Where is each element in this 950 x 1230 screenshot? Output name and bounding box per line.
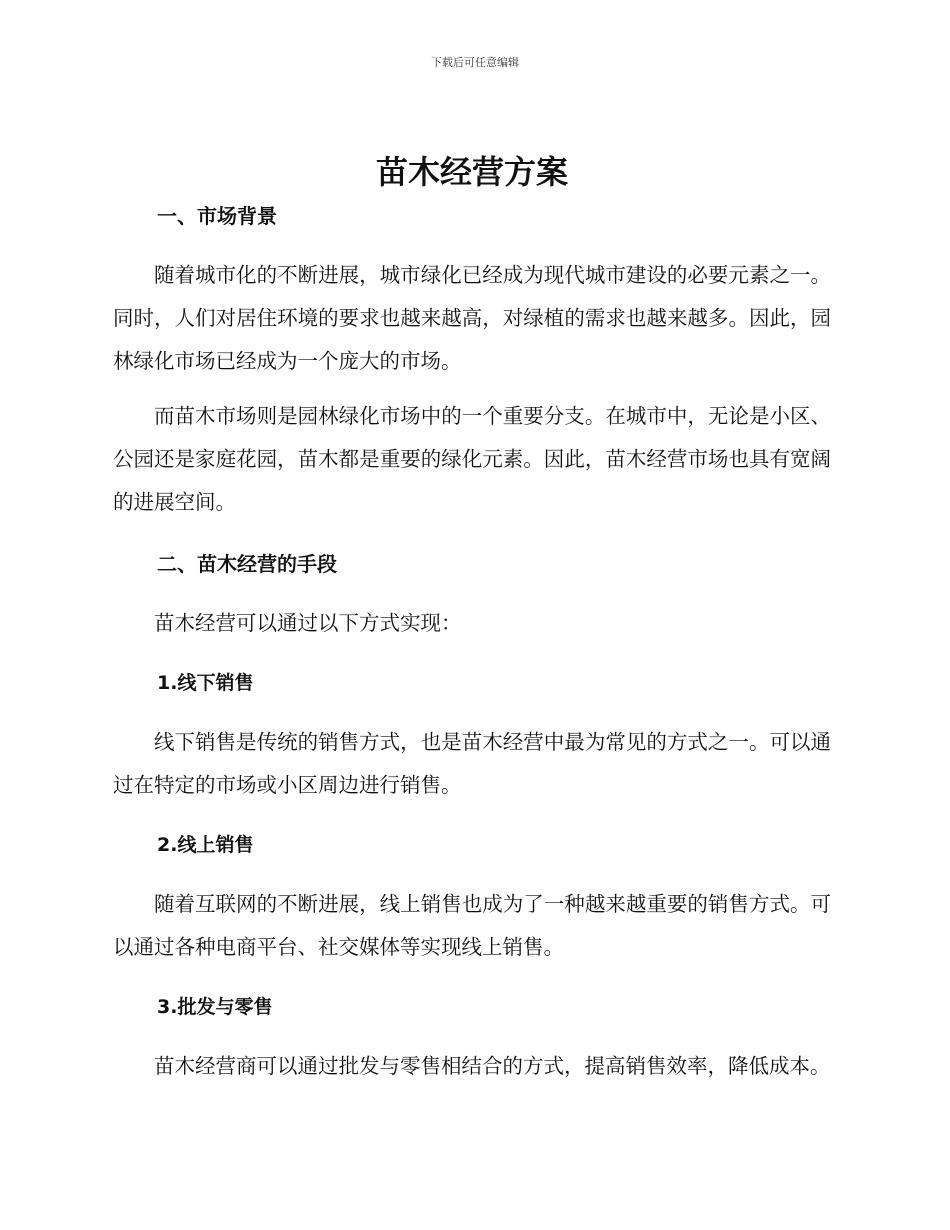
section-heading-market-background: 一、市场背景 xyxy=(157,204,277,228)
header-note: 下载后可任意编辑 xyxy=(431,56,519,69)
section-heading-business-methods: 二、苗木经营的手段 xyxy=(157,552,337,576)
document-content xyxy=(113,150,831,1088)
paragraph: 苗木经营商可以通过批发与零售相结合的方式，提高销售效率，降低成本。 xyxy=(154,1054,831,1078)
paragraph: 随着互联网的不断进展，线上销售也成为了一种越来越重要的销售方式。可以通过各种电商平台、社交媒体等实现线上销售。 xyxy=(113,892,831,959)
paragraph: 随着城市化的不断进展，城市绿化已经成为现代城市建设的必要元素之一。同时，人们对居住环境的要求也越来越高，对绿植的需求也越来越多。因此，园林绿化市场已经成为一个庞大的市场。 xyxy=(113,263,831,373)
subheading-offline-sales: 1.线下销售 xyxy=(157,672,254,694)
paragraph-intro: 苗木经营可以通过以下方式实现： xyxy=(154,611,462,635)
paragraph: 而苗木市场则是园林绿化市场中的一个重要分支。在城市中，无论是小区、公园还是家庭花园，苗木都是重要的绿化元素。因此，苗木经营市场也具有宽阔的进展空间。 xyxy=(113,404,831,514)
paragraph: 线下销售是传统的销售方式，也是苗木经营中最为常见的方式之一。可以通过在特定的市场或小区周边进行销售。 xyxy=(113,730,831,797)
subheading-online-sales: 2.线上销售 xyxy=(157,834,254,856)
document-title: 苗木经营方案 xyxy=(375,153,568,191)
subheading-wholesale-retail: 3.批发与零售 xyxy=(157,996,273,1018)
